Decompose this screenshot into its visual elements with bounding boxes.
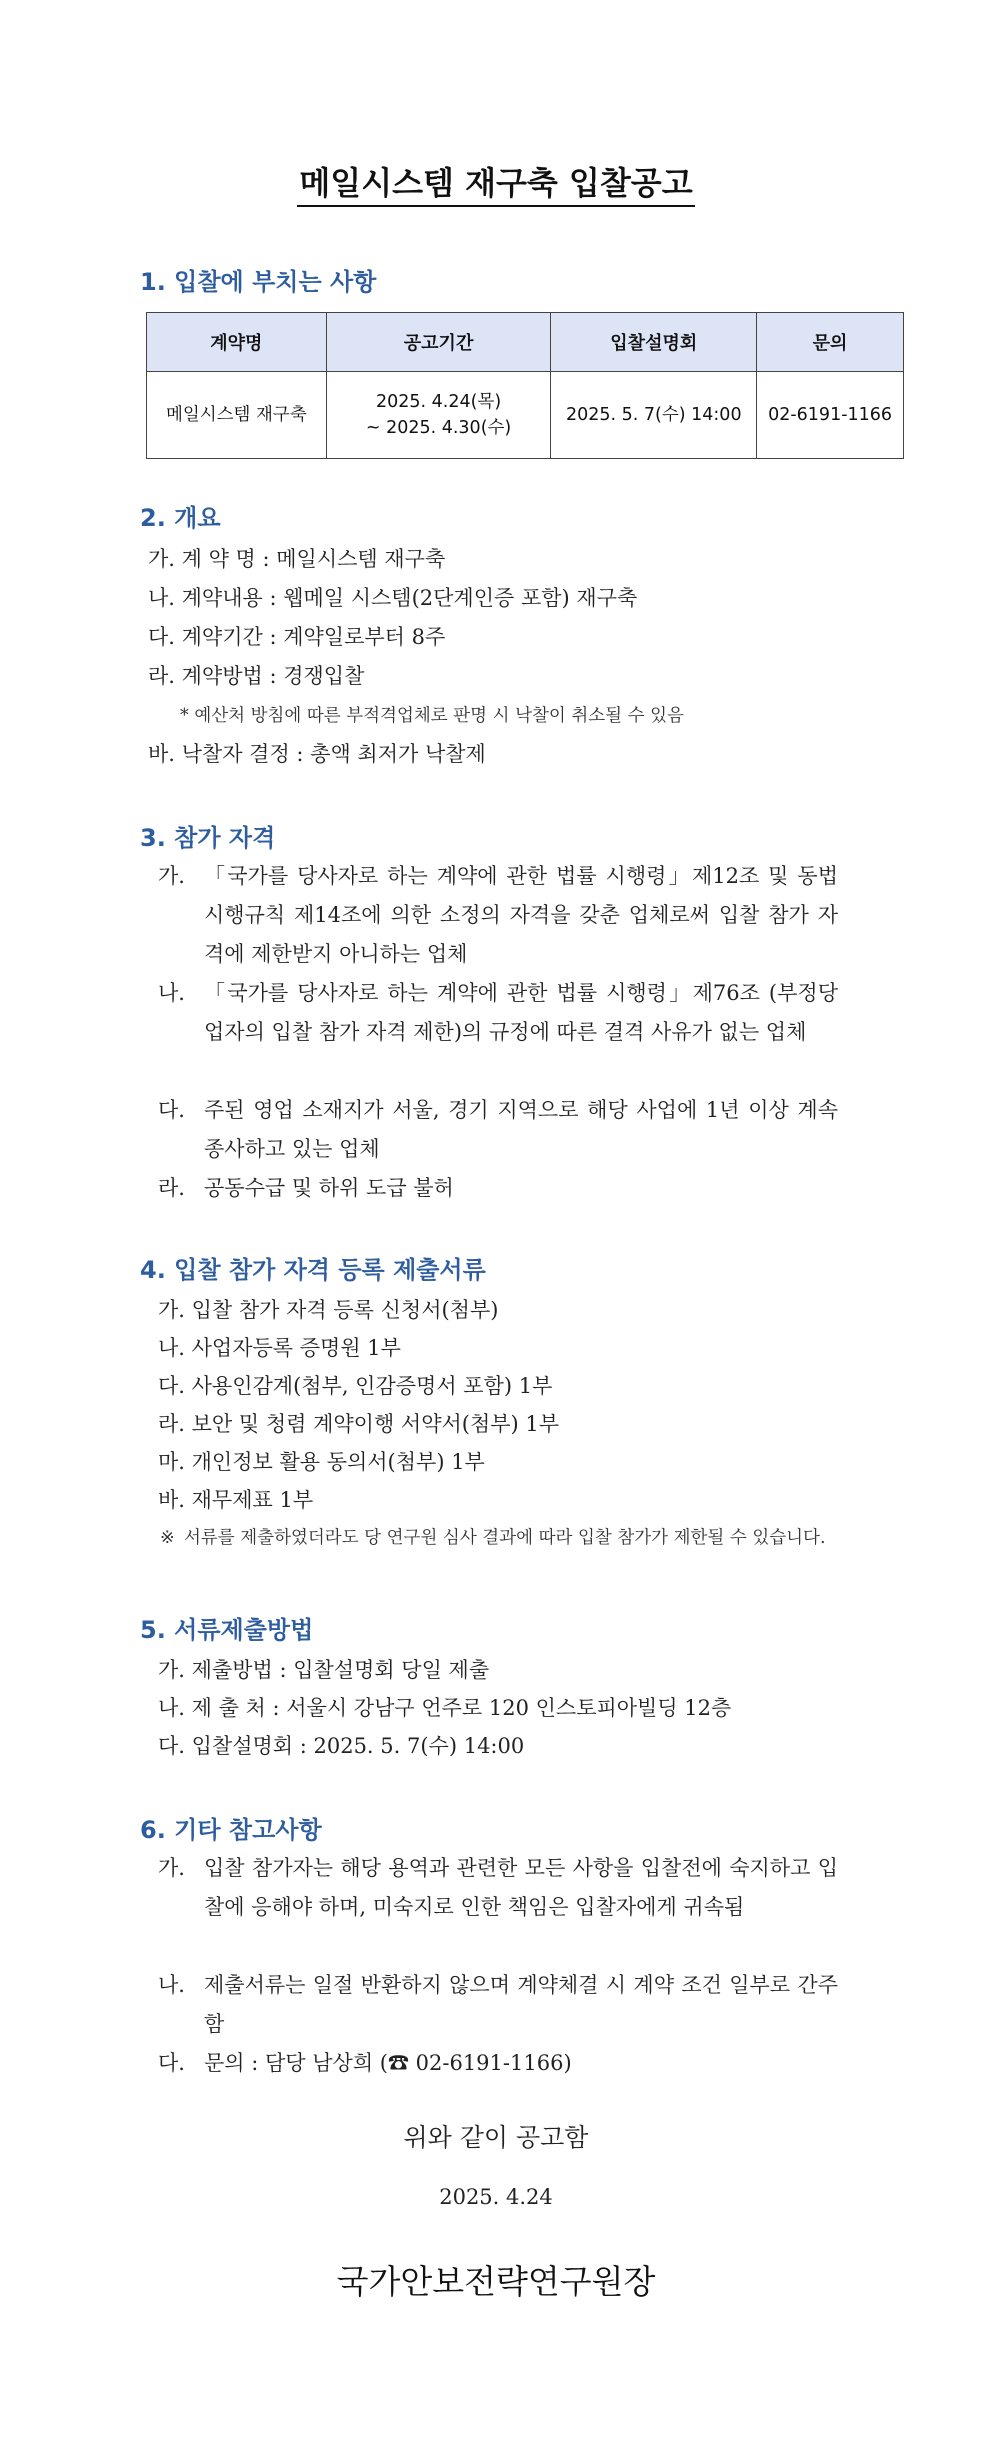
- section-2-heading: 2. 개요: [140, 504, 221, 532]
- reference-item: [158, 1966, 838, 2044]
- item-text: 「국가를 당사자로 하는 계약에 관한 법률 시행령」제76조 (부정당 업자의 입찰 참가 자격 제한)의 규정에 따른 결격 사유가 없는 업체: [204, 981, 838, 1044]
- header-contract: 계약명: [147, 313, 327, 372]
- table-header-row: [147, 313, 904, 372]
- overview-line: 바. 낙찰자 결정 : 총액 최저가 낙찰제: [148, 742, 486, 766]
- item-label: 가.: [158, 1856, 185, 1880]
- item-text: 문의 : 담당 남상희 (☎ 02-6191-1166): [204, 2051, 572, 2075]
- item-text: 「국가를 당사자로 하는 계약에 관한 법률 시행령」제12조 및 동법 시행규칙 제14조에 의한 소정의 자격을 갖춘 업체로써 입찰 참가 자격에 제한받지 아니하는 업체: [204, 864, 838, 966]
- submission-line: 가. 제출방법 : 입찰설명회 당일 제출: [158, 1658, 490, 1682]
- overview-line: 다. 계약기간 : 계약일로부터 8주: [148, 625, 446, 649]
- overview-line: 나. 계약내용 : 웹메일 시스템(2단계인증 포함) 재구축: [148, 586, 638, 610]
- qualification-item: [158, 974, 838, 1052]
- document-line: 다. 사용인감계(첨부, 인감증명서 포함) 1부: [158, 1374, 553, 1398]
- table-row: [147, 372, 904, 459]
- document-note: [160, 1523, 850, 1553]
- section-3-heading: 3. 참가 자격: [140, 824, 276, 852]
- page-title-text: 메일시스템 재구축 입찰공고: [297, 164, 694, 207]
- note-text: 서류를 제출하였더라도 당 연구원 심사 결과에 따라 입찰 참가가 제한될 수 있습니다.: [184, 1528, 826, 1548]
- item-label: 나.: [158, 981, 185, 1005]
- cell-contract: 메일시스템 재구축: [147, 372, 327, 459]
- document-line: 마. 개인정보 활용 동의서(첨부) 1부: [158, 1450, 485, 1474]
- item-label: 나.: [158, 1973, 185, 1997]
- qualification-item: [158, 857, 838, 974]
- item-text: 입찰 참가자는 해당 용역과 관련한 모든 사항을 입찰전에 숙지하고 입찰에 응해야 하며, 미숙지로 인한 책임은 입찰자에게 귀속됨: [204, 1856, 838, 1919]
- period-start: 2025. 4.24(목): [375, 392, 502, 412]
- item-text: 공동수급 및 하위 도급 불허: [204, 1176, 454, 1200]
- closing-date: 2025. 4.24: [439, 2185, 553, 2209]
- period-end: ~ 2025. 4.30(수): [365, 418, 512, 438]
- item-label: 다.: [158, 2051, 185, 2075]
- document-line: 가. 입찰 참가 자격 등록 신청서(첨부): [158, 1298, 499, 1322]
- overview-line: 라. 계약방법 : 경쟁입찰: [148, 664, 365, 688]
- cell-contact: 02-6191-1166: [757, 372, 904, 459]
- qualification-item: [158, 1091, 838, 1169]
- header-period: 공고기간: [326, 313, 551, 372]
- overview-line: 가. 계 약 명 : 메일시스템 재구축: [148, 547, 446, 571]
- item-label: 라.: [158, 1176, 185, 1200]
- section-1-heading: 1. 입찰에 부치는 사항: [140, 268, 377, 296]
- cell-period: [326, 372, 551, 459]
- note-mark: ※: [160, 1528, 175, 1548]
- item-label: 다.: [158, 1098, 185, 1122]
- item-text: 제출서류는 일절 반환하지 않으며 계약체결 시 계약 조건 일부로 간주함: [204, 1973, 838, 2036]
- header-briefing: 입찰설명회: [551, 313, 757, 372]
- submission-line: 나. 제 출 처 : 서울시 강남구 언주로 120 인스토피아빌딩 12층: [158, 1696, 732, 1720]
- section-5-heading: 5. 서류제출방법: [140, 1616, 314, 1644]
- item-text: 주된 영업 소재지가 서울, 경기 지역으로 해당 사업에 1년 이상 계속 종사하고 있는 업체: [204, 1098, 838, 1161]
- reference-item: [158, 1849, 838, 1927]
- document-line: 나. 사업자등록 증명원 1부: [158, 1336, 401, 1360]
- bid-schedule-table: [146, 312, 904, 459]
- closing-statement: 위와 같이 공고함: [403, 2123, 589, 2152]
- page-title: [0, 158, 992, 204]
- header-contact: 문의: [757, 313, 904, 372]
- overview-note: * 예산처 방침에 따른 부적격업체로 판명 시 낙찰이 취소될 수 있음: [180, 706, 684, 726]
- section-4-heading: 4. 입찰 참가 자격 등록 제출서류: [140, 1256, 486, 1284]
- item-label: 가.: [158, 864, 185, 888]
- issuer-name: 국가안보전략연구원장: [336, 2262, 656, 2301]
- reference-item: [158, 2044, 838, 2083]
- section-6-heading: 6. 기타 참고사항: [140, 1816, 322, 1844]
- submission-line: 다. 입찰설명회 : 2025. 5. 7(수) 14:00: [158, 1734, 525, 1758]
- document-line: 바. 재무제표 1부: [158, 1488, 314, 1512]
- document-line: 라. 보안 및 청렴 계약이행 서약서(첨부) 1부: [158, 1412, 560, 1436]
- cell-briefing: 2025. 5. 7(수) 14:00: [551, 372, 757, 459]
- qualification-item: [158, 1169, 838, 1208]
